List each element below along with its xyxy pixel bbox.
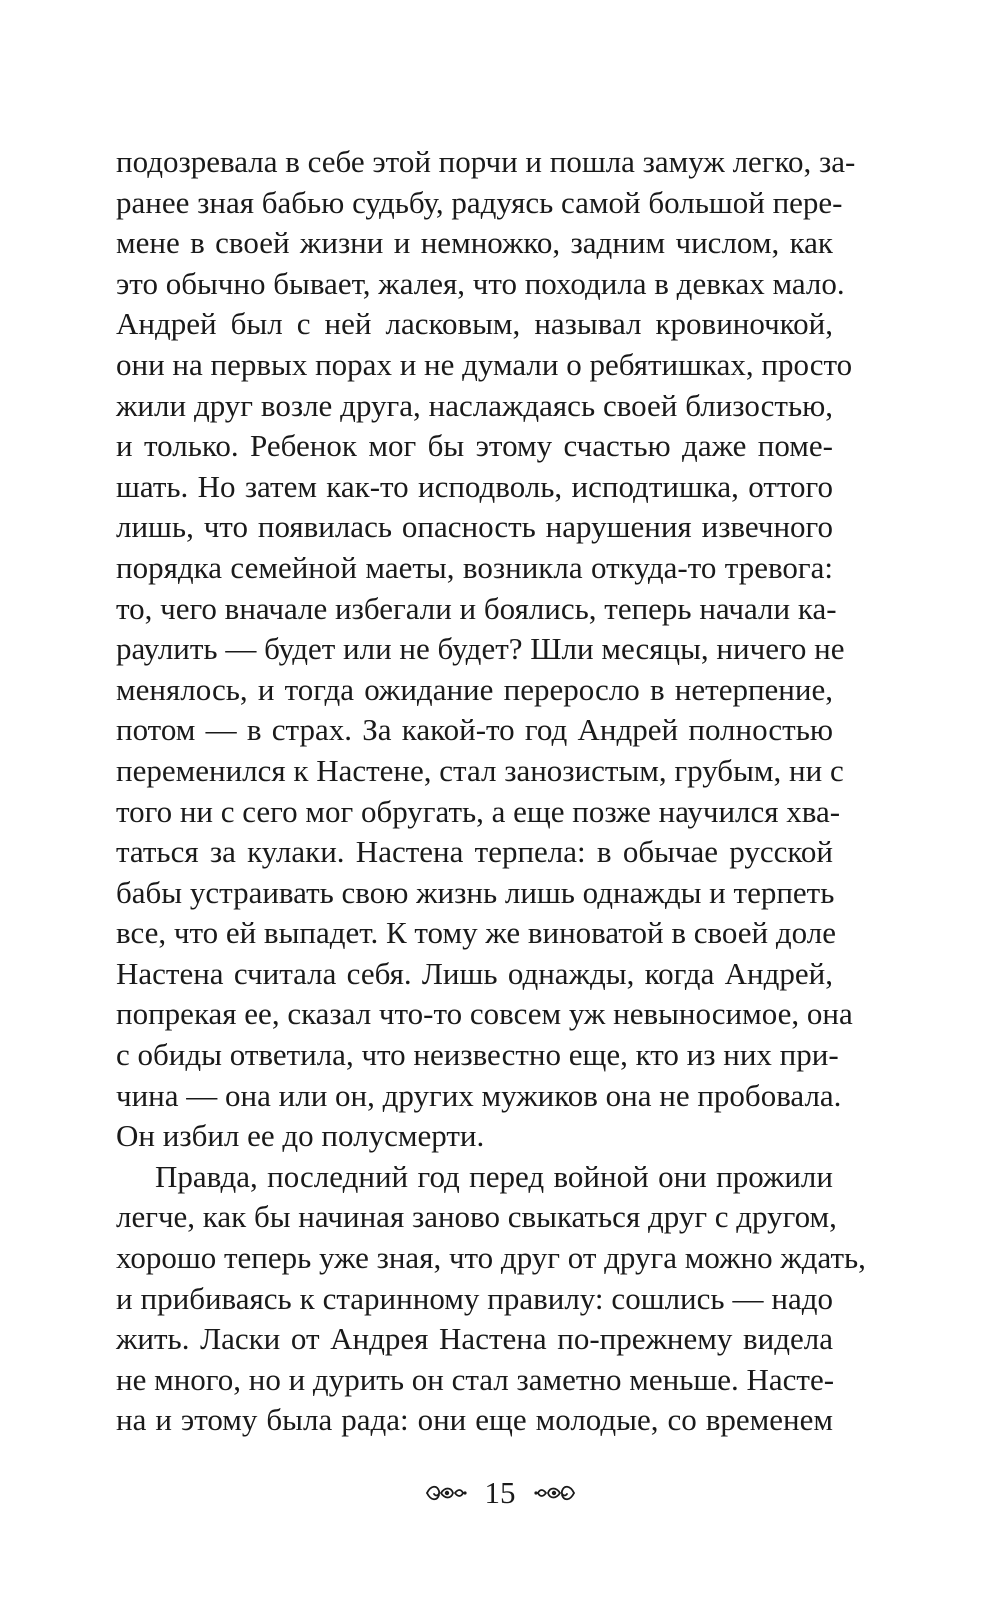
text-line: и только. Ребенок мог бы этому счастью даже поме- <box>116 428 833 464</box>
body-text <box>116 142 866 1441</box>
text-line: легче, как бы начиная заново свыкаться друг с другом, <box>116 1199 837 1235</box>
text-line: они на первых порах и не думали о ребятишках, просто <box>116 346 853 382</box>
page-footer <box>0 1473 1000 1513</box>
text-line: раулить — будет или не будет? Шли месяцы, ничего не <box>116 631 845 667</box>
text-line: потом — в страх. За какой-то год Андрей полностью <box>116 712 833 748</box>
text-line: жить. Ласки от Андрея Настена по-прежнему видела <box>116 1321 833 1357</box>
text-line: переменился к Настене, стал занозистым, грубым, ни с <box>116 752 844 788</box>
text-line: и прибиваясь к старинному правилу: сошлись — надо <box>116 1280 833 1316</box>
text-line: то, чего вначале избегали и боялись, теперь начали ка- <box>116 590 837 626</box>
text-line: хорошо теперь уже зная, что друг от друга можно ждать, <box>116 1240 866 1276</box>
text-line: с обиды ответила, что неизвестно еще, кто из них при- <box>116 1037 839 1073</box>
floral-ornament-icon <box>534 1480 578 1506</box>
text-line: того ни с сего мог обругать, а еще позже научился хва- <box>116 793 841 829</box>
text-line: Настена считала себя. Лишь однажды, когда Андрей, <box>116 955 833 991</box>
text-line: подозревала в себе этой порчи и пошла замуж легко, за- <box>116 144 856 179</box>
text-line: чина — она или он, других мужиков она не пробовала. <box>116 1077 842 1113</box>
text-line: не много, но и дурить он стал заметно меньше. Насте- <box>116 1361 835 1397</box>
text-line: на и этому была рада: они еще молодые, со временем <box>116 1402 833 1438</box>
text-line: шать. Но затем как-то исподволь, исподтишка, оттого <box>116 468 833 504</box>
text-line: менялось, и тогда ожидание переросло в нетерпение, <box>116 671 833 707</box>
text-line: бабы устраивать свою жизнь лишь однажды и терпеть <box>116 874 835 910</box>
text-line: таться за кулаки. Настена терпела: в обычае русской <box>116 834 833 870</box>
text-line: Он избил ее до полусмерти. <box>116 1118 485 1154</box>
text-line: это обычно бывает, жалея, что походила в девках мало. <box>116 265 845 301</box>
text-line: лишь, что появилась опасность нарушения извечного <box>116 509 833 545</box>
text-line: Андрей был с ней ласковым, называл кровиночкой, <box>116 306 833 342</box>
text-line: мене в своей жизни и немножко, задним числом, как <box>116 225 833 261</box>
text-line: Правда, последний год перед войной они прожили <box>155 1158 833 1194</box>
text-line: жили друг возле друга, наслаждаясь своей близостью, <box>116 387 833 423</box>
floral-ornament-icon <box>423 1480 467 1506</box>
text-line: порядка семейной маеты, возникла откуда-то тревога: <box>116 549 833 585</box>
paragraph <box>116 142 856 1157</box>
text-line: попрекая ее, сказал что-то совсем уж невыносимое, она <box>116 996 853 1032</box>
paragraph <box>116 1157 866 1441</box>
text-line: все, что ей выпадет. К тому же виноватой в своей доле <box>116 915 836 951</box>
page-number: 15 <box>484 1475 516 1510</box>
text-line: ранее зная бабью судьбу, радуясь самой большой пере- <box>116 184 843 220</box>
